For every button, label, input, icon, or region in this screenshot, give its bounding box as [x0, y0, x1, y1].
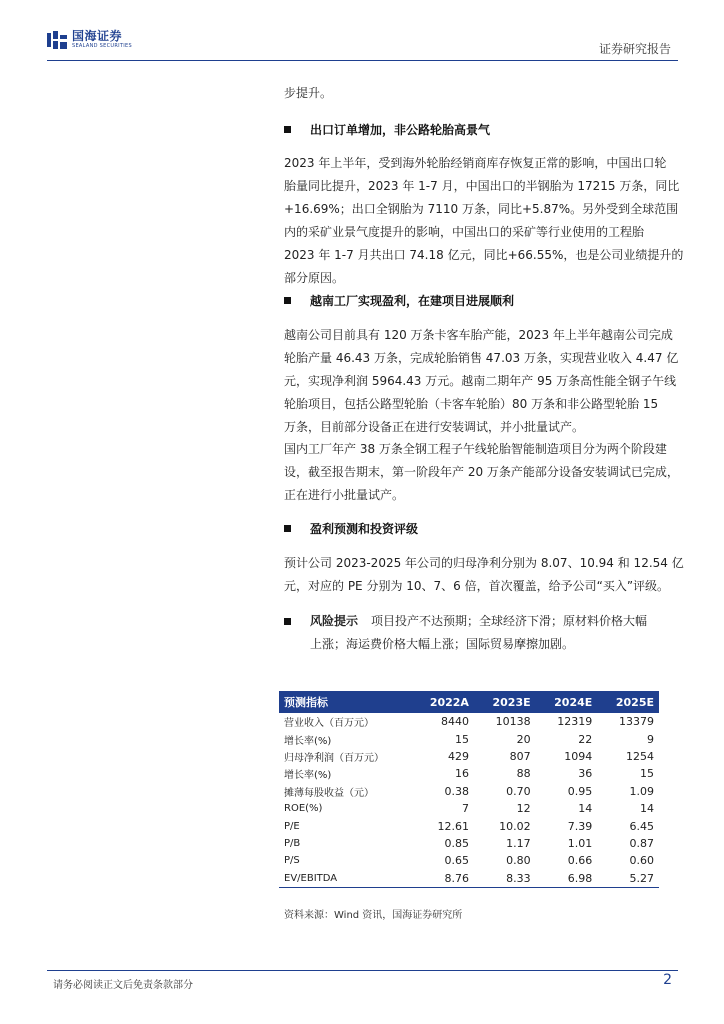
table-cell: 20: [516, 732, 531, 746]
table-cell: 0.85: [444, 836, 469, 850]
table-cell: 16: [454, 767, 469, 781]
table-cell: 15: [454, 732, 469, 746]
table-row: [279, 800, 659, 817]
table-row: [279, 730, 659, 747]
section-heading-vietnam: [284, 292, 514, 309]
table-cell: 5.27: [597, 870, 659, 888]
section-title: 出口订单增加，非公路轮胎高景气: [310, 123, 491, 137]
table-cell: 8.76: [411, 870, 474, 888]
row-label: ROE(%): [284, 803, 323, 815]
table-cell: 14: [640, 802, 654, 816]
table-cell: 12319: [557, 715, 593, 729]
section-heading-forecast: [284, 520, 418, 537]
text-line: 2023 年 1-7 月共出口 74.18 亿元，同比+66.55%，也是公司业绩提升的: [284, 248, 684, 262]
table-cell: 807: [509, 749, 531, 763]
table-cell: 13379: [619, 715, 654, 729]
table-source-note: 资料来源：Wind 资讯，国海证券研究所: [284, 910, 463, 921]
table-row: [279, 748, 659, 765]
table-row: [279, 817, 659, 834]
table-cell: 1.01: [567, 836, 593, 850]
table-cell: 0.80: [506, 854, 531, 868]
square-bullet-icon: [284, 618, 291, 625]
row-label: 归母净利润（百万元）: [284, 752, 384, 764]
text-line: 设，截至报告期末，第一阶段年产 20 万条产能部分设备安装调试已完成，: [284, 465, 679, 479]
text-line: 轮胎项目，包括公路型轮胎（卡客车轮胎）80 万条和非公路型轮胎 15: [284, 397, 659, 411]
column-header: 2023E: [474, 691, 536, 713]
square-bullet-icon: [284, 525, 291, 532]
section-title: 盈利预测和投资评级: [310, 522, 419, 536]
text-line: 国内工厂年产 38 万条全钢工程子午线轮胎智能制造项目分为两个阶段建: [284, 442, 667, 456]
table-cell: 12.61: [437, 819, 469, 833]
column-header: 2024E: [536, 691, 598, 713]
table-cell: 8440: [440, 715, 469, 729]
table-cell: 7.39: [567, 819, 593, 833]
table-cell: 0.95: [567, 784, 593, 798]
row-label: P/B: [284, 837, 301, 849]
table-row: [279, 765, 659, 782]
row-label: P/S: [284, 855, 300, 867]
logo-mark-icon: [47, 31, 67, 49]
table-cell: 1.09: [629, 784, 654, 798]
table-header-row: [279, 691, 659, 713]
square-bullet-icon: [284, 297, 291, 304]
section-heading-export: [284, 121, 490, 138]
table-cell: 36: [578, 767, 593, 781]
row-label: 摊薄每股收益（元）: [284, 787, 374, 799]
table-cell: 6.98: [536, 870, 598, 888]
risk-warning: [284, 610, 684, 656]
table-cell: 0.60: [629, 854, 654, 868]
table-cell: 6.45: [629, 819, 654, 833]
continued-text: 步提升。: [284, 86, 333, 100]
table-cell: 1.17: [506, 836, 531, 850]
risk-label: 风险提示: [310, 614, 359, 628]
table-cell: 0.70: [506, 784, 531, 798]
table-cell: 429: [447, 749, 469, 763]
column-header: 2025E: [597, 691, 659, 713]
disclaimer-note: 请务必阅读正文后免责条款部分: [53, 980, 193, 991]
table-row: [279, 852, 659, 869]
section-title: 越南工厂实现盈利，在建项目进展顺利: [310, 294, 515, 308]
table-cell: 12: [516, 802, 531, 816]
table-cell: 0.87: [629, 836, 654, 850]
table-cell: 0.66: [567, 854, 593, 868]
table-cell: 15: [640, 767, 654, 781]
text-line: 元，对应的 PE 分别为 10、7、6 倍，首次覆盖，给予公司“买入”评级。: [284, 579, 670, 593]
logo-name-en: SEALAND SECURITIES: [72, 43, 132, 49]
text-line: 轮胎产量 46.43 万条，完成轮胎销售 47.03 万条，实现营业收入 4.47 亿: [284, 351, 679, 365]
text-line: 元，实现净利润 5964.43 万元。越南二期年产 95 万条高性能全钢子午线: [284, 374, 677, 388]
square-bullet-icon: [284, 126, 291, 133]
text-line: 正在进行小批量试产。: [284, 488, 405, 502]
table-cell: 10138: [495, 715, 531, 729]
table-cell: 10.02: [499, 819, 531, 833]
forecast-paragraph: [284, 552, 684, 598]
text-line: 内的采矿业景气度提升的影响，中国出口的采矿等行业使用的工程胎: [284, 225, 645, 239]
table-cell: 7: [461, 802, 469, 816]
table-cell: 0.38: [444, 784, 469, 798]
text-line: +16.69%；出口全钢胎为 7110 万条，同比+5.87%。另外受到全球范围: [284, 202, 679, 216]
risk-text-line: 项目投产不达预期；全球经济下滑；原材料价格大幅: [371, 614, 648, 628]
domestic-plant-paragraph: [284, 438, 684, 507]
table-row: [279, 713, 659, 730]
table-row: [279, 835, 659, 852]
table-cell: 88: [516, 767, 531, 781]
table-cell: 1094: [564, 749, 593, 763]
footer-divider: [47, 970, 678, 971]
forecast-table: [279, 691, 659, 888]
column-header: 预测指标: [279, 691, 411, 713]
text-line: 万条，目前部分设备正在进行安装调试，并小批量试产。: [284, 420, 585, 434]
header-divider: [47, 60, 678, 61]
row-label: 增长率(%): [284, 735, 332, 747]
export-paragraph: [284, 152, 684, 290]
text-line: 胎量同比提升，2023 年 1-7 月，中国出口的半钢胎为 17215 万条，同比: [284, 179, 680, 193]
report-type: 证券研究报告: [598, 42, 671, 56]
table-cell: 0.65: [444, 854, 469, 868]
table-cell: 9: [647, 732, 654, 746]
table-cell: 14: [578, 802, 593, 816]
risk-text-line: 上涨；海运费价格大幅上涨；国际贸易摩擦加剧。: [310, 637, 575, 651]
page-number: 2: [663, 972, 672, 988]
company-logo: [47, 30, 132, 49]
text-line: 部分原因。: [284, 271, 345, 285]
text-line: 2023 年上半年，受到海外轮胎经销商库存恢复正常的影响，中国出口轮: [284, 156, 667, 170]
table-cell: 8.33: [474, 870, 536, 888]
text-line: 预计公司 2023-2025 年公司的归母净利分别为 8.07、10.94 和 12.54 亿: [284, 556, 684, 570]
text-line: 越南公司目前具有 120 万条卡客车胎产能，2023 年上半年越南公司完成: [284, 328, 673, 342]
logo-name-cn: 国海证券: [72, 29, 123, 43]
column-header: 2022A: [411, 691, 474, 713]
table-cell: 1254: [626, 749, 654, 763]
table-row: [279, 870, 659, 888]
row-label: 营业收入（百万元）: [284, 718, 374, 730]
vietnam-paragraph: [284, 324, 684, 439]
row-label: EV/EBITDA: [279, 870, 411, 888]
row-label: P/E: [284, 820, 300, 832]
row-label: 增长率(%): [284, 770, 332, 782]
table-row: [279, 783, 659, 800]
table-cell: 22: [578, 732, 593, 746]
